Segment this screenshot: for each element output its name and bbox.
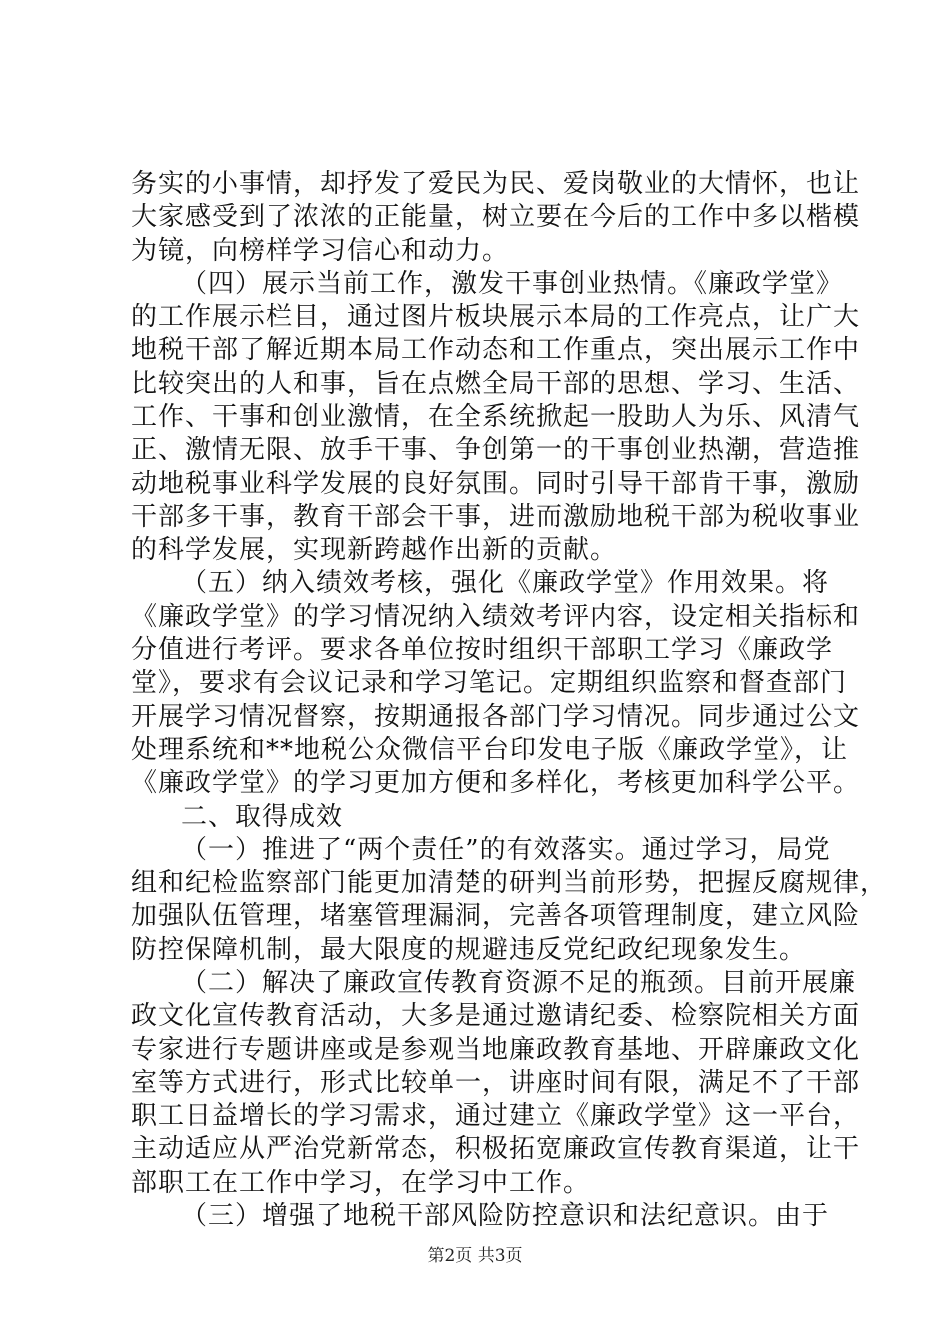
text-line: 职工日益增长的学习需求，通过建立《廉政学堂》这一平台， xyxy=(131,1101,861,1131)
text-line: （四）展示当前工作，激发干事创业热情。《廉政学堂》 xyxy=(181,269,844,299)
text-line: 开展学习情况督察，按期通报各部门学习情况。同步通过公文 xyxy=(131,702,861,732)
text-line: 政文化宣传教育活动，大多是通过邀请纪委、检察院相关方面 xyxy=(131,1001,861,1031)
text-line: （二）解决了廉政宣传教育资源不足的瓶颈。目前开展廉 xyxy=(181,968,857,998)
text-line: 处理系统和**地税公众微信平台印发电子版《廉政学堂》，让 xyxy=(131,735,849,765)
text-line: 地税干部了解近期本局工作动态和工作重点，突出展示工作中 xyxy=(131,335,861,365)
text-line: 加强队伍管理，堵塞管理漏洞，完善各项管理制度，建立风险 xyxy=(131,901,861,931)
text-line: 《廉政学堂》的学习情况纳入绩效考评内容，设定相关指标和 xyxy=(131,602,861,632)
text-line: 大家感受到了浓浓的正能量，树立要在今后的工作中多以楷模 xyxy=(131,202,861,232)
text-line: 主动适应从严治党新常态，积极拓宽廉政宣传教育渠道，让干 xyxy=(131,1134,861,1164)
text-line: 室等方式进行，形式比较单一，讲座时间有限，满足不了干部 xyxy=(131,1068,861,1098)
text-line: 务实的小事情，却抒发了爱民为民、爱岗敬业的大情怀，也让 xyxy=(131,169,861,199)
text-line: 部职工在工作中学习，在学习中工作。 xyxy=(131,1168,591,1198)
text-line: 防控保障机制，最大限度的规避违反党纪政纪现象发生。 xyxy=(131,935,807,965)
text-line: （三）增强了地税干部风险防控意识和法纪意识。由于 xyxy=(181,1201,830,1231)
text-line: 组和纪检监察部门能更加清楚的研判当前形势，把握反腐规律， xyxy=(131,868,888,898)
text-line: 堂》，要求有会议记录和学习笔记。定期组织监察和督查部门 xyxy=(131,668,848,698)
section-heading: 二、取得成效 xyxy=(181,802,344,832)
page-footer: 第2页 共3页 xyxy=(427,1246,523,1266)
text-line: 《廉政学堂》的学习更加方便和多样化，考核更加科学公平。 xyxy=(131,768,861,798)
text-line: 的科学发展，实现新跨越作出新的贡献。 xyxy=(131,535,618,565)
text-line: （五）纳入绩效考核，强化《廉政学堂》作用效果。将 xyxy=(181,568,830,598)
text-line: 工作、干事和创业激情，在全系统掀起一股助人为乐、风清气 xyxy=(131,402,861,432)
text-line: 为镜，向榜样学习信心和动力。 xyxy=(131,236,510,266)
text-line: 动地税事业科学发展的良好氛围。同时引导干部肯干事，激励 xyxy=(131,469,861,499)
text-line: 专家进行专题讲座或是参观当地廉政教育基地、开辟廉政文化 xyxy=(131,1035,861,1065)
text-line: （一）推进了“两个责任”的有效落实。通过学习，局党 xyxy=(181,835,831,865)
text-line: 的工作展示栏目，通过图片板块展示本局的工作亮点，让广大 xyxy=(131,302,861,332)
text-line: 比较突出的人和事，旨在点燃全局干部的思想、学习、生活、 xyxy=(131,369,861,399)
text-line: 分值进行考评。要求各单位按时组织干部职工学习《廉政学 xyxy=(131,635,834,665)
text-line: 干部多干事，教育干部会干事，进而激励地税干部为税收事业 xyxy=(131,502,861,532)
text-line: 正、激情无限、放手干事、争创第一的干事创业热潮，营造推 xyxy=(131,435,861,465)
